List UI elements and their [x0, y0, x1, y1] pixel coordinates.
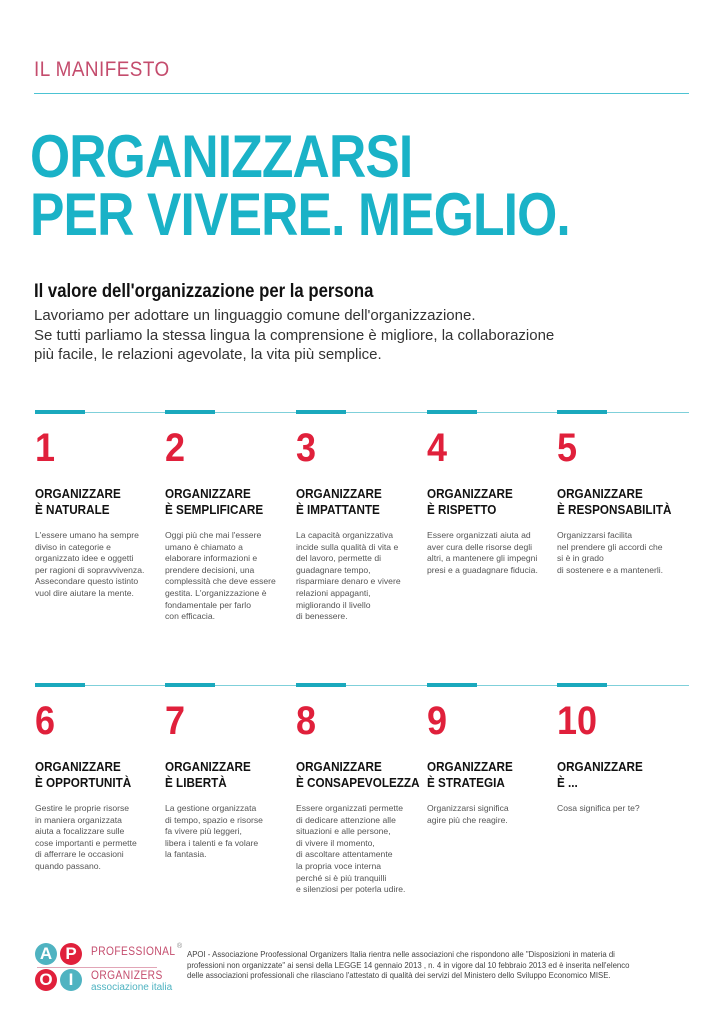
principle-title: ORGANIZZARE È LIBERTÀ: [165, 759, 251, 790]
principle-number: 9: [427, 699, 448, 743]
principle-card-1: [35, 412, 160, 600]
footer-line: APOI - Associazione Proofessional Organizers Italia rientra nelle associazioni che rispondono alle "Disposizioni in materia di: [187, 950, 615, 959]
principle-title: ORGANIZZARE È OPPORTUNITÀ: [35, 759, 132, 790]
principle-number: 5: [557, 426, 578, 470]
principle-title: ORGANIZZARE È NATURALE: [35, 486, 121, 517]
footer-line: professioni non organizzate" ai sensi della LEGGE 14 gennaio 2013 , n. 4 in vigore dal 10 febbraio 2013 ed è inserita nell'elenco: [187, 960, 630, 970]
accent-bar: [557, 410, 607, 414]
accent-bar: [165, 683, 215, 687]
principle-number: 7: [165, 699, 186, 743]
principle-description: L'essere umano ha sempre diviso in categorie e organizzato idee e oggetti per ragioni di sopravvivenza. Assecondare questo istinto vuol dire aiutare la mente.: [35, 530, 145, 598]
logo-letter-p: P: [60, 943, 82, 965]
principle-description: La gestione organizzata di tempo, spazio e risorse fa vivere più leggeri, libera i talenti e fa volare la fantasia.: [165, 803, 263, 860]
principle-description: Essere organizzati permette di dedicare attenzione alle situazioni e alle persone, di vivere il momento, di ascoltare attentamente la propria voce interna perché si è più tranquilli e silenziosi per poterla udire.: [296, 803, 406, 895]
principle-description: Essere organizzati aiuta ad aver cura delle risorse degli altri, a mantenere gli impegni presi e a guadagnare fiducia.: [427, 530, 538, 575]
principle-title: ORGANIZZARE È RESPONSABILITÀ: [557, 486, 672, 517]
principle-card-10: [557, 685, 682, 815]
accent-bar: [165, 410, 215, 414]
headline-line-1: ORGANIZZARSI: [30, 123, 413, 190]
principle-description: La capacità organizzativa incide sulla qualità di vita e del lavoro, permette di guadagnare tempo, risparmiare denaro e vivere relazioni appaganti, migliorando il livello di benessere.: [296, 530, 401, 622]
principle-number: 10: [557, 699, 598, 743]
principle-card-3: [296, 412, 421, 623]
principle-number: 2: [165, 426, 186, 470]
headline-line-2: PER VIVERE. MEGLIO.: [30, 181, 570, 248]
logo-letter-a: A: [35, 943, 57, 965]
intro-line: Lavoriamo per adottare un linguaggio comune dell'organizzazione.: [34, 307, 476, 324]
principle-title: ORGANIZZARE È ...: [557, 759, 643, 790]
section-subtitle: Il valore dell'organizzazione per la persona: [34, 281, 374, 302]
principle-card-2: [165, 412, 290, 623]
principle-description: Organizzarsi significa agire più che reagire.: [427, 803, 509, 825]
intro-paragraph: [34, 306, 674, 365]
principle-title: ORGANIZZARE È STRATEGIA: [427, 759, 513, 790]
accent-bar: [296, 683, 346, 687]
apoi-logo: [35, 943, 183, 993]
principle-description: Gestire le proprie risorse in maniera organizzata aiuta a focalizzare sulle cose importanti e permette di afferrare le occasioni quando passano.: [35, 803, 137, 871]
logo-letter-o: O: [35, 969, 57, 991]
top-divider: [34, 93, 689, 94]
principle-title: ORGANIZZARE È RISPETTO: [427, 486, 513, 517]
principle-card-5: [557, 412, 682, 576]
principle-card-4: [427, 412, 552, 576]
principle-number: 1: [35, 426, 56, 470]
accent-bar: [427, 410, 477, 414]
principle-number: 6: [35, 699, 56, 743]
legal-footer: [187, 950, 707, 982]
principle-description: Organizzarsi facilita nel prendere gli accordi che si è in grado di sostenere e a mantenerli.: [557, 530, 664, 575]
principle-number: 4: [427, 426, 448, 470]
principle-description: Oggi più che mai l'essere umano è chiamato a elaborare informazioni e prendere decisioni, una complessità che deve essere gestita. L'organizzazione è fondamentale per farlo con efficacia.: [165, 530, 276, 622]
principle-number: 3: [296, 426, 317, 470]
kicker-label: IL MANIFESTO: [34, 58, 170, 81]
accent-bar: [557, 683, 607, 687]
principle-card-7: [165, 685, 290, 861]
footer-line: delle associazioni professionali che rilasciano l'attestato di qualità dei servizi del Ministero dello Sviluppo Economico MISE.: [187, 971, 611, 981]
principle-card-6: [35, 685, 160, 873]
principle-description: Cosa significa per te?: [557, 803, 640, 813]
principle-card-8: [296, 685, 421, 896]
principle-number: 8: [296, 699, 317, 743]
intro-line: più facile, le relazioni agevolate, la vita più semplice.: [34, 346, 382, 363]
principle-title: ORGANIZZARE È IMPATTANTE: [296, 486, 382, 517]
page-headline: [30, 123, 570, 248]
accent-bar: [427, 683, 477, 687]
principle-card-9: [427, 685, 552, 826]
logo-wordmark: PROFESSIONAL ORGANIZERS associazione italia: [91, 944, 176, 993]
accent-bar: [35, 683, 85, 687]
principle-title: ORGANIZZARE È SEMPLIFICARE: [165, 486, 264, 517]
registered-mark: ®: [177, 943, 183, 950]
accent-bar: [296, 410, 346, 414]
accent-bar: [35, 410, 85, 414]
intro-line: Se tutti parliamo la stessa lingua la comprensione è migliore, la collaborazione: [34, 326, 555, 344]
principle-title: ORGANIZZARE È CONSAPEVOLEZZA: [296, 759, 420, 790]
logo-letter-i: I: [60, 969, 82, 991]
